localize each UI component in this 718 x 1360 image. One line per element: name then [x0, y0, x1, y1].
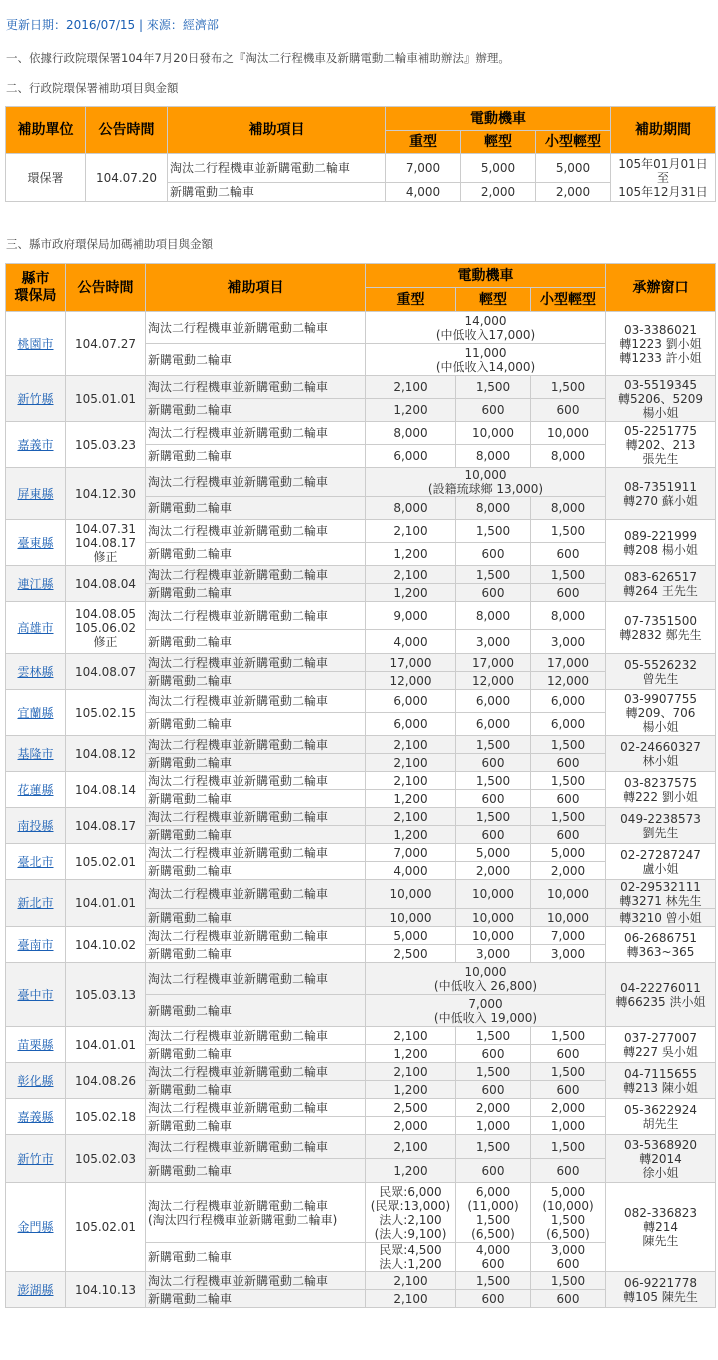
amount-cell: 1,000	[531, 1117, 606, 1135]
amount-cell: 2,000	[531, 862, 606, 880]
county-cell	[6, 844, 66, 880]
date-cell: 104.08.17	[66, 808, 146, 844]
amount-cell: 14,000 (中低收入17,000)	[366, 312, 606, 344]
header-small-light: 小型輕型	[531, 288, 606, 312]
date-cell: 105.02.03	[66, 1135, 146, 1183]
item-cell: 新購電動二輪車	[146, 945, 366, 963]
amount-cell: 1,500	[456, 1027, 531, 1045]
amount-cell: 1,500	[531, 520, 606, 543]
amount-cell: 民眾:6,000 (民眾:13,000) 法人:2,100 (法人:9,100)	[366, 1183, 456, 1243]
amount-cell: 1,500	[456, 1272, 531, 1290]
item-cell: 淘汰二行程機車並新購電動二輪車	[146, 772, 366, 790]
amount-cell: 2,100	[366, 376, 456, 399]
amount-cell: 1,500	[531, 1272, 606, 1290]
amount-cell: 7,000	[366, 844, 456, 862]
date-cell: 104.07.27	[66, 312, 146, 376]
amount-cell: 8,000	[531, 602, 606, 630]
amount-cell: 600	[456, 584, 531, 602]
county-cell	[6, 602, 66, 654]
county-link[interactable]: 桃園市	[17, 336, 54, 351]
contact-cell: 089-221999 轉208 楊小姐	[606, 520, 716, 566]
amount-cell: 4,000	[366, 862, 456, 880]
amount-cell: 600	[456, 399, 531, 422]
amount-cell: 6,000	[366, 713, 456, 736]
amount-cell: 12,000	[456, 672, 531, 690]
county-cell	[6, 963, 66, 1027]
amount-cell: 8,000	[366, 422, 456, 445]
amount-cell: 6,000	[531, 690, 606, 713]
amount-cell: 1,500	[531, 1063, 606, 1081]
county-link[interactable]: 新竹縣	[17, 391, 54, 406]
date-cell: 105.02.18	[66, 1099, 146, 1135]
date-cell: 104.10.02	[66, 927, 146, 963]
county-cell	[6, 1099, 66, 1135]
contact-cell: 05-5526232 曾先生	[606, 654, 716, 690]
amount-cell: 8,000	[456, 445, 531, 468]
date-cell: 104.01.01	[66, 1027, 146, 1063]
amount-cell: 2,100	[366, 1290, 456, 1308]
amount-cell: 1,200	[366, 1045, 456, 1063]
amount-cell: 1,200	[366, 399, 456, 422]
update-info: 更新日期：2016/07/15 | 來源：經濟部	[6, 18, 219, 32]
item-cell: 淘汰二行程機車並新購電動二輪車	[146, 468, 366, 497]
amount-cell: 600	[531, 790, 606, 808]
item-cell: 淘汰二行程機車並新購電動二輪車	[146, 520, 366, 543]
county-cell	[6, 1027, 66, 1063]
amount-cell: 1,200	[366, 826, 456, 844]
amount-cell: 600	[456, 1045, 531, 1063]
county-link[interactable]: 嘉義縣	[17, 1109, 54, 1124]
amount-cell: 10,000	[531, 909, 606, 927]
amount-cell: 10,000	[531, 422, 606, 445]
amount-cell: 1,500	[456, 1063, 531, 1081]
header-unit: 補助單位	[6, 107, 86, 154]
county-cell	[6, 654, 66, 690]
amount-cell: 6,000	[366, 445, 456, 468]
date-cell: 104.10.13	[66, 1272, 146, 1308]
amount-cell: 600	[531, 584, 606, 602]
amount-cell: 2,100	[366, 1272, 456, 1290]
item-cell: 新購電動二輪車	[146, 713, 366, 736]
county-cell	[6, 772, 66, 808]
item-cell: 淘汰二行程機車並新購電動二輪車	[146, 566, 366, 584]
amount-cell: 3,000 600	[531, 1243, 606, 1272]
item-cell: 新購電動二輪車	[146, 399, 366, 422]
item-cell: 淘汰二行程機車並新購電動二輪車	[146, 1027, 366, 1045]
county-cell	[6, 1063, 66, 1099]
item-cell: 淘汰二行程機車並新購電動二輪車	[146, 312, 366, 344]
contact-cell: 03-5519345 轉5206、5209 楊小姐	[606, 376, 716, 422]
county-link[interactable]: 臺南市	[17, 937, 54, 952]
county-link[interactable]: 花蓮縣	[17, 782, 54, 797]
header-date: 公告時間	[66, 264, 146, 312]
amount-cell: 10,000 (設籍琉球鄉 13,000)	[366, 468, 606, 497]
county-cell	[6, 1272, 66, 1308]
item-cell: 淘汰二行程機車並新購電動二輪車	[146, 880, 366, 909]
date-cell: 104.08.26	[66, 1063, 146, 1099]
header-small-light: 小型輕型	[536, 131, 611, 154]
date-cell: 105.02.01	[66, 844, 146, 880]
amount-cell: 8,000	[531, 445, 606, 468]
item-cell: 淘汰二行程機車並新購電動二輪車	[168, 154, 386, 183]
amount-cell: 5,000	[536, 154, 611, 183]
amount-cell: 12,000	[366, 672, 456, 690]
county-link[interactable]: 屏東縣	[17, 486, 54, 501]
item-cell: 淘汰二行程機車並新購電動二輪車	[146, 376, 366, 399]
amount-cell: 6,000	[456, 713, 531, 736]
amount-cell: 600	[531, 1159, 606, 1183]
date-cell: 105.02.01	[66, 1183, 146, 1272]
contact-cell: 04-22276011 轉66235 洪小姐	[606, 963, 716, 1027]
amount-cell: 1,500	[531, 376, 606, 399]
county-cell	[6, 376, 66, 422]
amount-cell: 10,000	[531, 880, 606, 909]
county-link[interactable]: 連江縣	[17, 576, 54, 591]
amount-cell: 600	[456, 826, 531, 844]
county-cell	[6, 566, 66, 602]
amount-cell: 17,000	[366, 654, 456, 672]
date-cell: 104.07.31 104.08.17 修正	[66, 520, 146, 566]
amount-cell: 6,000	[456, 690, 531, 713]
header-date: 公告時間	[86, 107, 168, 154]
amount-cell: 8,000	[456, 497, 531, 520]
county-link[interactable]: 宜蘭縣	[17, 705, 54, 720]
header-e-scooter: 電動機車	[366, 264, 606, 288]
section-3-title: 三、縣市政府環保局加碼補助項目與金額	[6, 237, 213, 251]
county-link[interactable]: 臺中市	[17, 987, 54, 1002]
date-cell: 105.03.13	[66, 963, 146, 1027]
date-cell: 104.08.05 105.06.02 修正	[66, 602, 146, 654]
contact-cell: 05-3622924 胡先生	[606, 1099, 716, 1135]
contact-cell: 07-7351500 轉2832 鄭先生	[606, 602, 716, 654]
amount-cell: 600	[531, 543, 606, 566]
item-cell: 新購電動二輪車	[146, 344, 366, 376]
contact-cell: 083-626517 轉264 王先生	[606, 566, 716, 602]
date-cell: 104.12.30	[66, 468, 146, 520]
amount-cell: 2,000	[536, 183, 611, 202]
amount-cell: 5,000	[366, 927, 456, 945]
amount-cell: 3,000	[456, 945, 531, 963]
county-cell	[6, 736, 66, 772]
header-light: 輕型	[461, 131, 536, 154]
county-link[interactable]: 臺北市	[17, 854, 54, 869]
item-cell: 新購電動二輪車	[146, 790, 366, 808]
amount-cell: 2,100	[366, 1135, 456, 1159]
date-cell: 104.08.07	[66, 654, 146, 690]
amount-cell: 8,000	[531, 497, 606, 520]
amount-cell: 12,000	[531, 672, 606, 690]
item-cell: 新購電動二輪車	[146, 543, 366, 566]
amount-cell: 600	[531, 1045, 606, 1063]
amount-cell: 1,000	[456, 1117, 531, 1135]
contact-cell: 03-9907755 轉209、706 楊小姐	[606, 690, 716, 736]
item-cell: 新購電動二輪車	[146, 826, 366, 844]
amount-cell: 8,000	[456, 602, 531, 630]
amount-cell: 600	[531, 399, 606, 422]
contact-cell: 02-29532111 轉3271 林先生	[606, 880, 716, 909]
amount-cell: 2,000	[366, 1117, 456, 1135]
amount-cell: 1,500	[456, 566, 531, 584]
county-link[interactable]: 南投縣	[17, 818, 54, 833]
amount-cell: 2,000	[456, 862, 531, 880]
amount-cell: 10,000 (中低收入 26,800)	[366, 963, 606, 995]
amount-cell: 17,000	[531, 654, 606, 672]
unit-cell: 環保署	[6, 154, 86, 202]
county-link[interactable]: 嘉義市	[17, 437, 54, 452]
item-cell: 新購電動二輪車	[146, 754, 366, 772]
amount-cell: 600	[531, 826, 606, 844]
amount-cell: 1,500	[531, 736, 606, 754]
amount-cell: 7,000	[531, 927, 606, 945]
county-cell	[6, 808, 66, 844]
amount-cell: 2,000	[461, 183, 536, 202]
header-light: 輕型	[456, 288, 531, 312]
county-cell	[6, 520, 66, 566]
contact-cell: 06-9221778 轉105 陳先生	[606, 1272, 716, 1308]
date-cell: 104.07.20	[86, 154, 168, 202]
amount-cell: 1,200	[366, 584, 456, 602]
amount-cell: 2,000	[456, 1099, 531, 1117]
county-link[interactable]: 新北市	[17, 896, 54, 910]
item-cell: 新購電動二輪車	[146, 1117, 366, 1135]
contact-cell: 082-336823 轉214 陳先生	[606, 1183, 716, 1272]
amount-cell: 10,000	[366, 909, 456, 927]
item-cell: 新購電動二輪車	[146, 1243, 366, 1272]
county-link[interactable]: 彰化縣	[17, 1073, 54, 1088]
amount-cell: 3,000	[456, 630, 531, 654]
date-cell: 105.02.15	[66, 690, 146, 736]
amount-cell: 600	[531, 754, 606, 772]
item-cell: 新購電動二輪車	[146, 1081, 366, 1099]
amount-cell: 10,000	[456, 927, 531, 945]
amount-cell: 6,000	[366, 690, 456, 713]
county-cell	[6, 468, 66, 520]
item-cell: 淘汰二行程機車並新購電動二輪車	[146, 654, 366, 672]
amount-cell: 7,000	[386, 154, 461, 183]
amount-cell: 1,500	[531, 808, 606, 826]
item-cell: 新購電動二輪車	[146, 1290, 366, 1308]
item-cell: 淘汰二行程機車並新購電動二輪車	[146, 927, 366, 945]
item-cell: 新購電動二輪車	[146, 672, 366, 690]
amount-cell: 3,000	[531, 630, 606, 654]
header-contact: 承辦窗口	[606, 264, 716, 312]
item-cell: 新購電動二輪車	[146, 1045, 366, 1063]
amount-cell: 1,200	[366, 543, 456, 566]
amount-cell: 8,000	[366, 497, 456, 520]
item-cell: 淘汰二行程機車並新購電動二輪車 (淘汰四行程機車並新購電動二輪車)	[146, 1183, 366, 1243]
section-2-title: 二、行政院環保署補助項目與金額	[6, 81, 179, 95]
amount-cell: 1,200	[366, 1081, 456, 1099]
contact-cell: 04-7115655 轉213 陳小姐	[606, 1063, 716, 1099]
amount-cell: 2,500	[366, 1099, 456, 1117]
date-cell: 104.08.12	[66, 736, 146, 772]
item-cell: 新購電動二輪車	[146, 584, 366, 602]
item-cell: 新購電動二輪車	[146, 909, 366, 927]
item-cell: 淘汰二行程機車並新購電動二輪車	[146, 963, 366, 995]
item-cell: 淘汰二行程機車並新購電動二輪車	[146, 690, 366, 713]
amount-cell: 1,500	[531, 566, 606, 584]
header-heavy: 重型	[386, 131, 461, 154]
amount-cell: 2,100	[366, 754, 456, 772]
item-cell: 新購電動二輪車	[168, 183, 386, 202]
amount-cell: 1,500	[456, 1135, 531, 1159]
county-link[interactable]: 澎湖縣	[17, 1282, 54, 1297]
amount-cell: 600	[531, 1290, 606, 1308]
amount-cell: 1,500	[531, 1027, 606, 1045]
amount-cell: 600	[456, 543, 531, 566]
amount-cell: 1,500	[456, 772, 531, 790]
amount-cell: 4,000	[366, 630, 456, 654]
county-cell	[6, 312, 66, 376]
item-cell: 淘汰二行程機車並新購電動二輪車	[146, 1063, 366, 1081]
amount-cell: 2,100	[366, 1063, 456, 1081]
amount-cell: 民眾:4,500 法人:1,200	[366, 1243, 456, 1272]
county-link[interactable]: 基隆市	[17, 746, 54, 761]
amount-cell: 2,000	[531, 1099, 606, 1117]
header-heavy: 重型	[366, 288, 456, 312]
item-cell: 新購電動二輪車	[146, 862, 366, 880]
item-cell: 新購電動二輪車	[146, 1159, 366, 1183]
amount-cell: 2,500	[366, 945, 456, 963]
county-link[interactable]: 高雄市	[17, 620, 54, 635]
county-link[interactable]: 新竹市	[17, 1151, 54, 1166]
amount-cell: 600	[456, 1081, 531, 1099]
amount-cell: 10,000	[456, 422, 531, 445]
amount-cell: 600	[456, 1290, 531, 1308]
intro-text: 一、依據行政院環保署104年7月20日發布之『淘汰二行程機車及新購電動二輪車補助辦法』辦理。	[6, 51, 510, 65]
amount-cell: 5,000	[456, 844, 531, 862]
contact-cell: 03-8237575 轉222 劉小姐	[606, 772, 716, 808]
amount-cell: 10,000	[456, 880, 531, 909]
item-cell: 淘汰二行程機車並新購電動二輪車	[146, 422, 366, 445]
amount-cell: 1,200	[366, 1159, 456, 1183]
contact-cell: 06-2686751 轉363~365	[606, 927, 716, 963]
county-link[interactable]: 臺東縣	[17, 535, 54, 550]
amount-cell: 5,000	[531, 844, 606, 862]
amount-cell: 2,100	[366, 772, 456, 790]
header-item: 補助項目	[168, 107, 386, 154]
contact-cell: 03-3386021 轉1223 劉小姐 轉1233 許小姐	[606, 312, 716, 376]
item-cell: 淘汰二行程機車並新購電動二輪車	[146, 1099, 366, 1117]
item-cell: 淘汰二行程機車並新購電動二輪車	[146, 844, 366, 862]
item-cell: 新購電動二輪車	[146, 497, 366, 520]
amount-cell: 1,500	[531, 1135, 606, 1159]
item-cell: 淘汰二行程機車並新購電動二輪車	[146, 1135, 366, 1159]
period-cell: 105年01月01日 至 105年12月31日	[611, 154, 716, 202]
amount-cell: 1,500	[456, 376, 531, 399]
amount-cell: 4,000 600	[456, 1243, 531, 1272]
date-cell: 105.03.23	[66, 422, 146, 468]
amount-cell: 17,000	[456, 654, 531, 672]
county-cell	[6, 1183, 66, 1272]
item-cell: 新購電動二輪車	[146, 995, 366, 1027]
county-link[interactable]: 金門縣	[17, 1220, 54, 1234]
amount-cell: 2,100	[366, 566, 456, 584]
header-period: 補助期間	[611, 107, 716, 154]
county-subsidy-table	[5, 263, 716, 1308]
amount-cell: 1,200	[366, 790, 456, 808]
amount-cell: 5,000	[461, 154, 536, 183]
contact-cell: 02-24660327 林小姐	[606, 736, 716, 772]
contact-cell: 037-277007 轉227 吳小姐	[606, 1027, 716, 1063]
amount-cell: 9,000	[366, 602, 456, 630]
amount-cell: 11,000 (中低收入14,000)	[366, 344, 606, 376]
date-cell: 105.01.01	[66, 376, 146, 422]
epa-subsidy-table	[5, 106, 716, 202]
county-link[interactable]: 雲林縣	[17, 664, 54, 679]
amount-cell: 10,000	[456, 909, 531, 927]
contact-cell: 05-2251775 轉202、213 張先生	[606, 422, 716, 468]
contact-cell: 03-5368920 轉2014 徐小姐	[606, 1135, 716, 1183]
item-cell: 淘汰二行程機車並新購電動二輪車	[146, 602, 366, 630]
county-cell	[6, 1135, 66, 1183]
amount-cell: 2,100	[366, 808, 456, 826]
header-item: 補助項目	[146, 264, 366, 312]
contact-cell: 02-27287247 盧小姐	[606, 844, 716, 880]
item-cell: 新購電動二輪車	[146, 445, 366, 468]
amount-cell: 600	[456, 1159, 531, 1183]
county-cell	[6, 690, 66, 736]
date-cell: 104.01.01	[66, 880, 146, 927]
amount-cell: 1,500	[456, 736, 531, 754]
date-cell: 104.08.04	[66, 566, 146, 602]
county-cell	[6, 927, 66, 963]
amount-cell: 1,500	[531, 772, 606, 790]
amount-cell: 2,100	[366, 736, 456, 754]
item-cell: 淘汰二行程機車並新購電動二輪車	[146, 808, 366, 826]
date-cell: 104.08.14	[66, 772, 146, 808]
amount-cell: 1,500	[456, 808, 531, 826]
amount-cell: 2,100	[366, 1027, 456, 1045]
amount-cell: 4,000	[386, 183, 461, 202]
item-cell: 淘汰二行程機車並新購電動二輪車	[146, 1272, 366, 1290]
header-county: 縣市 環保局	[6, 264, 66, 312]
amount-cell: 600	[456, 790, 531, 808]
header-e-scooter: 電動機車	[386, 107, 611, 131]
amount-cell: 10,000	[366, 880, 456, 909]
amount-cell: 1,500	[456, 520, 531, 543]
amount-cell: 6,000	[531, 713, 606, 736]
item-cell: 淘汰二行程機車並新購電動二輪車	[146, 736, 366, 754]
amount-cell: 600	[531, 1081, 606, 1099]
amount-cell: 7,000 (中低收入 19,000)	[366, 995, 606, 1027]
amount-cell: 600	[456, 754, 531, 772]
contact-cell: 轉3210 曾小姐	[606, 909, 716, 927]
item-cell: 新購電動二輪車	[146, 630, 366, 654]
amount-cell: 2,100	[366, 520, 456, 543]
contact-cell: 049-2238573 劉先生	[606, 808, 716, 844]
county-link[interactable]: 苗栗縣	[17, 1037, 54, 1052]
county-cell	[6, 422, 66, 468]
amount-cell: 3,000	[531, 945, 606, 963]
amount-cell: 5,000 (10,000) 1,500 (6,500)	[531, 1183, 606, 1243]
amount-cell: 6,000 (11,000) 1,500 (6,500)	[456, 1183, 531, 1243]
contact-cell: 08-7351911 轉270 蘇小姐	[606, 468, 716, 520]
county-cell	[6, 880, 66, 927]
